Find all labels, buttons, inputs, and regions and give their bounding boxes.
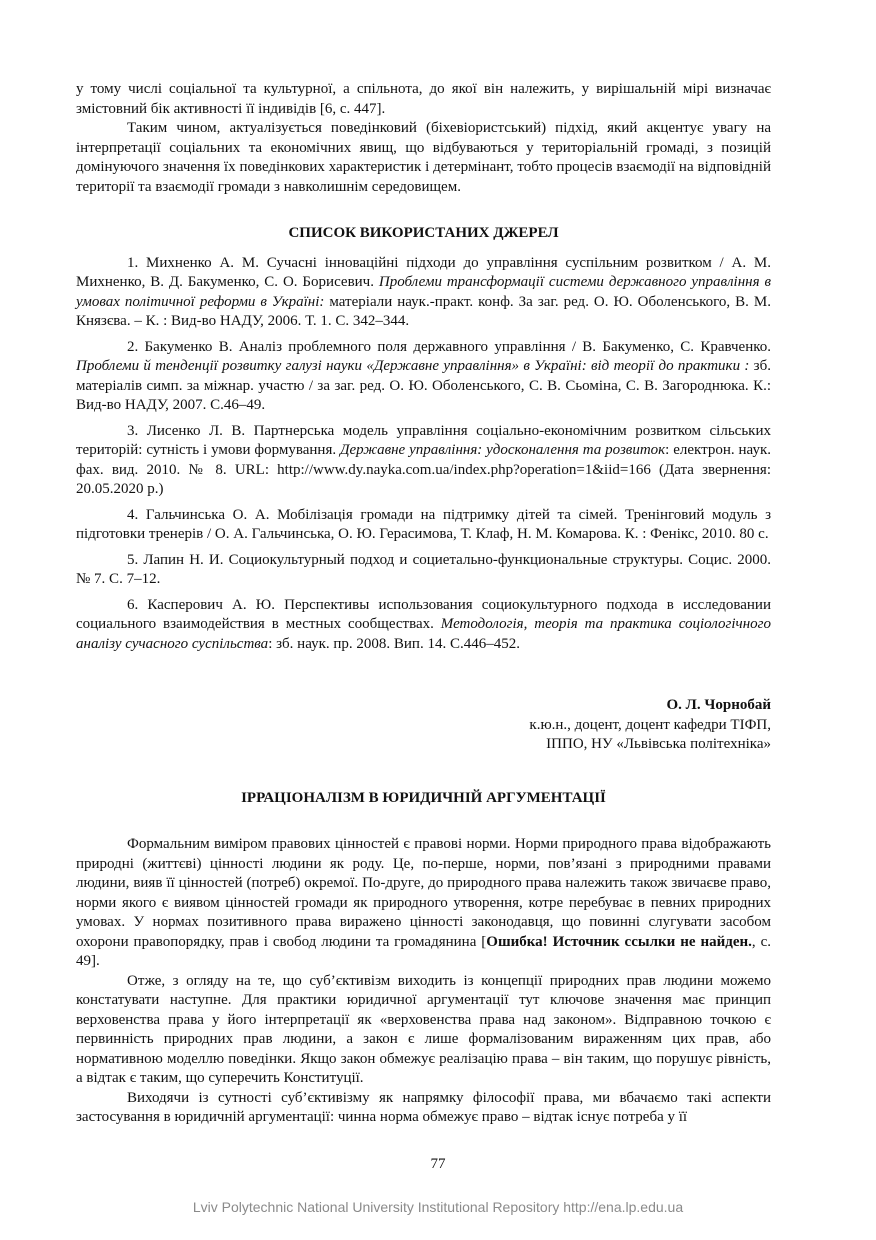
author-affiliation: к.ю.н., доцент, доцент кафедри ТІФП, (529, 716, 771, 733)
paragraph: у тому числі соціальної та культурної, а спільнота, до якої він належить, у вирішальній мірі визначає змістовний бік активності її індивідів [6, с. 447]. (76, 81, 771, 117)
reference-item: 2. Бакуменко В. Аналіз проблемного поля державного управління / В. Бакуменко, С. Кравченко. Проблеми й тенденції розвитку галузі науки «Державне управління» в Україні: від теорії до практики : зб. матеріалів симп. за міжнар. участю / за заг. ред. О. Ю. Оболенського, С. В. Сьоміна, С. В. Загороднюка. К.: Вид-во НАДУ, 2007. С.46–49. (76, 338, 771, 413)
author-name: О. Л. Чорнобай (666, 697, 771, 713)
references-list (76, 254, 771, 655)
repository-footer: Lviv Polytechnic National University Institutional Repository http://ena.lp.edu.ua (192, 1199, 684, 1215)
article-title: ІРРАЦІОНАЛІЗМ В ЮРИДИЧНІЙ АРГУМЕНТАЦІЇ (241, 789, 606, 806)
references-heading: СПИСОК ВИКОРИСТАНИХ ДЖЕРЕЛ (288, 225, 559, 241)
page-number: 77 (430, 1156, 446, 1172)
author-block (76, 696, 771, 755)
reference-item: 5. Лапин Н. И. Социокультурный подход и социетально-функциональные структуры. Социс. 2000. № 7. С. 7–12. (76, 551, 771, 587)
reference-item: 3. Лисенко Л. В. Партнерська модель управління соціально-економічним розвитком сільських територій: сутність і умови формування. Державне управління: удосконалення та розвиток: електрон. наук. фах. вид. 2010. № 8. URL: http://www.dy.nayka.com.ua/index.php?operation=1&iid=166 (Дата звернення: 20.05.2020 р.) (76, 422, 771, 497)
reference-item: 4. Гальчинська О. А. Мобілізація громади на підтримку дітей та сімей. Тренінговий модуль з підготовки тренерів / О. А. Гальчинська, О. Ю. Герасимова, Т. Клаф, Н. М. Комарова. К. : Фенікс, 2010. 80 с. (76, 506, 771, 542)
paragraph: Формальним виміром правових цінностей є правові норми. Норми природного права відображають природні (життєві) цінності людини як роду. Це, по-перше, норми, пов’язані з природними правами людини, вияв її цінностей (потреб) окремої. По-друге, до природного права належить також звичаєве право, норми якого є виявом цінностей громади як природного утворення, котре перебуває в певних природних умовах. У нормах позитивного права виражено цінності законодавця, що повинні слугувати засобом охорони правопорядку, прав і свобод людини та громадянина [Ошибка! Источник ссылки не найден., с. 49]. (76, 836, 771, 969)
page-body (76, 80, 771, 1128)
reference-item: 6. Касперович А. Ю. Перспективы использования социокультурного подхода в исследовании социального взаимодействия в местных сообществах. Методологія, теорія та практика соціологічного аналізу сучасного суспільства: зб. наук. пр. 2008. Вип. 14. С.446–452. (76, 596, 771, 652)
reference-item: 1. Михненко А. М. Сучасні інноваційні підходи до управління суспільним розвитком / А. М. Михненко, В. Д. Бакуменко, С. О. Борисевич. Проблеми трансформації системи державного управління в умовах політичної реформи в Україні: матеріали наук.-практ. конф. За заг. ред. О. Ю. Оболенського, В. М. Князєва. – К. : Вид-во НАДУ, 2006. Т. 1. С. 342–344. (76, 254, 771, 329)
paragraph: Отже, з огляду на те, що суб’єктивізм виходить із концепції природних прав людини можемо констатувати наступне. Для практики юридичної аргументації тут ключове значення має принцип верховенства права у його інтерпретації як «верховенства права над законом». Відправною точкою є первинність природних прав людини, а закон є лише формалізованим вираженням цих прав, або нормативною моделлю поведінки. Якщо закон обмежує реалізацію права – він таким, що порушує рівність, а відтак є таким, що суперечить Конституції. (76, 972, 771, 1086)
paragraph: Виходячи із сутності суб’єктивізму як напрямку філософії права, ми вбачаємо такі аспекти застосування в юридичній аргументації: чинна норма обмежує право – відтак існує потреба у її (76, 1089, 771, 1125)
paragraph: Таким чином, актуалізується поведінковий (біхевіористський) підхід, який акцентує увагу на інтерпретації соціальних та економічних явищ, що відбуваються у територіальній громаді, з позицій домінуючого значення їх поведінкових характеристик і детермінант, тобто процесів взаємодії на відповідній території та взаємодії громади з навколишнім середовищем. (76, 120, 771, 195)
author-affiliation: ІППО, НУ «Львівська політехніка» (546, 736, 771, 752)
